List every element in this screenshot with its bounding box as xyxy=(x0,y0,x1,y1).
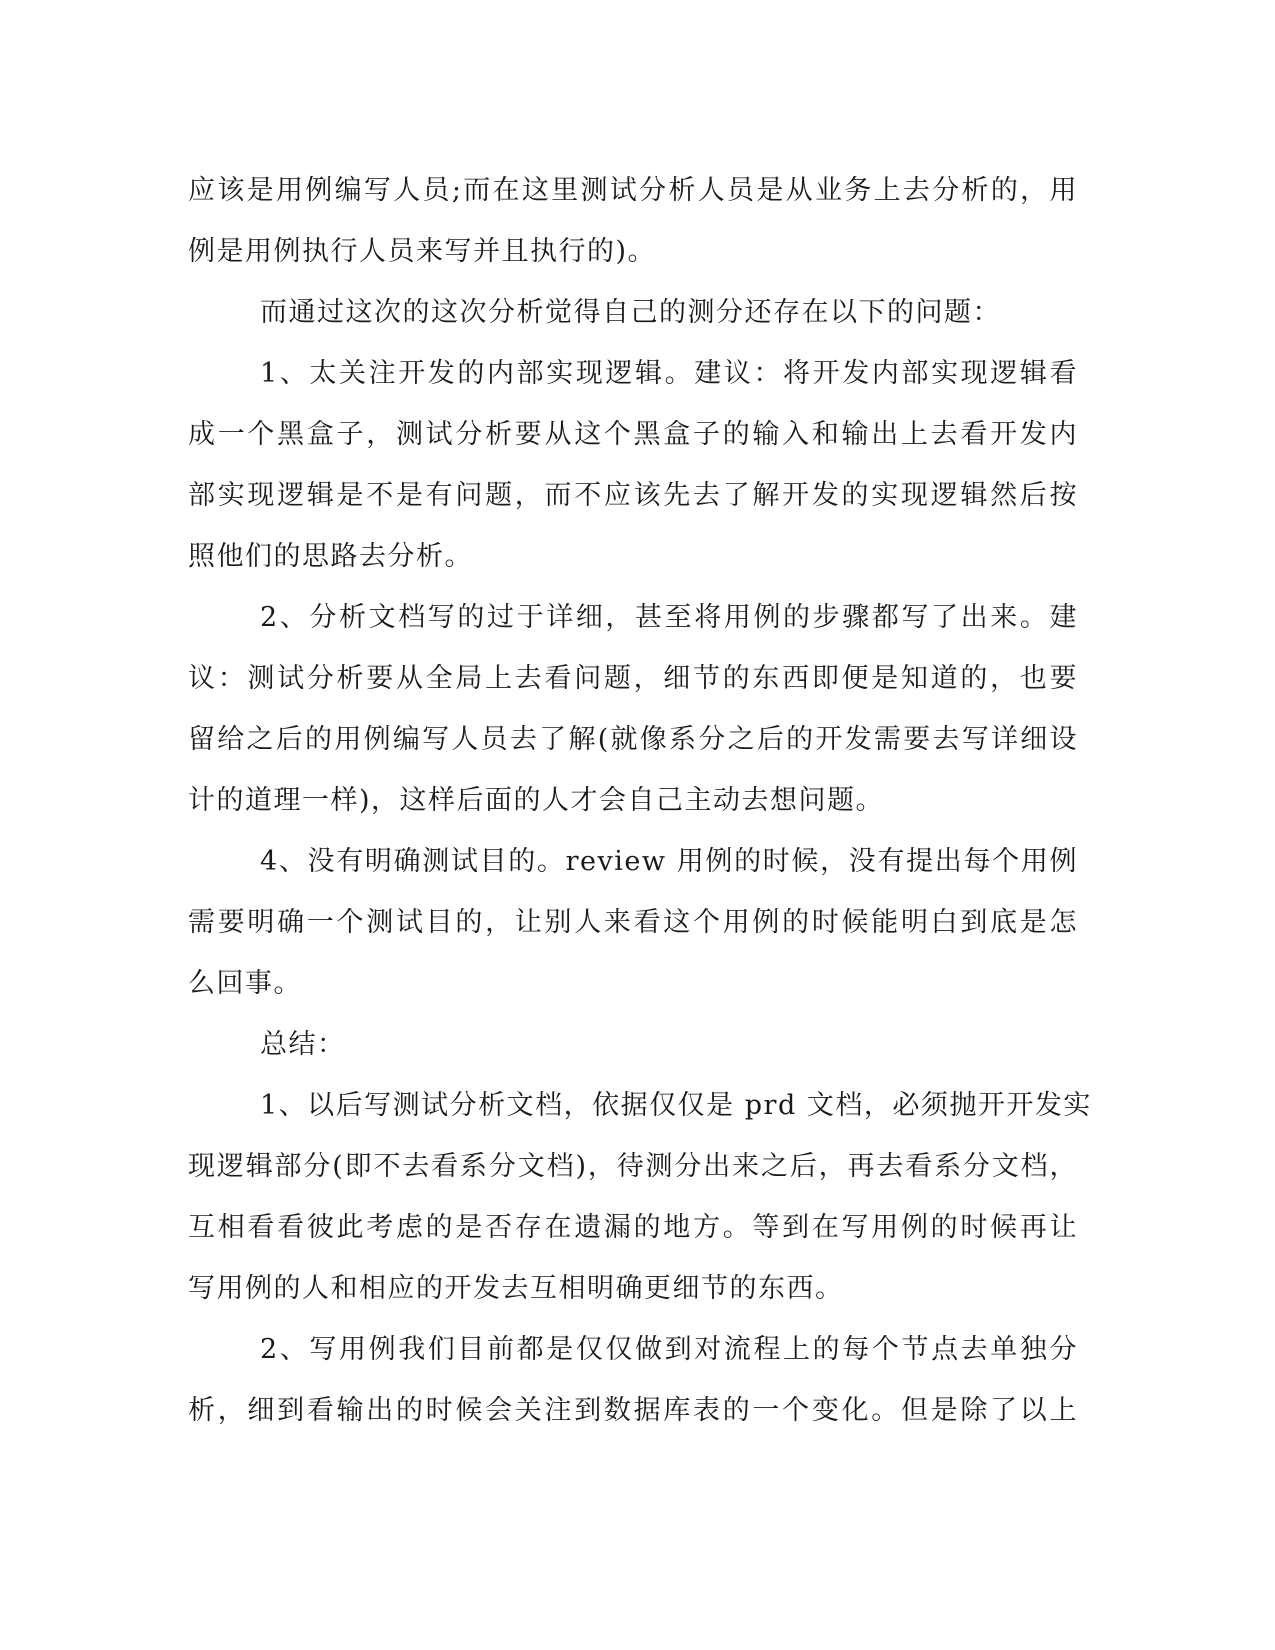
text-line: 部实现逻辑是不是有问题，而不应该先去了解开发的实现逻辑然后按 xyxy=(188,480,1078,511)
text-line: 应该是用例编写人员;而在这里测试分析人员是从业务上去分析的，用 xyxy=(188,175,1078,206)
text-line: 计的道理一样)，这样后面的人才会自己主动去想问题。 xyxy=(188,785,885,816)
text-line: 析，细到看输出的时候会关注到数据库表的一个变化。但是除了以上 xyxy=(188,1395,1078,1426)
text-line: 互相看看彼此考虑的是否存在遗漏的地方。等到在写用例的时候再让 xyxy=(188,1212,1078,1243)
text-line: 1、以后写测试分析文档，依据仅仅是 prd 文档，必须抛开开发实 xyxy=(260,1090,1092,1121)
document-body xyxy=(188,160,1092,1441)
text-line: 而通过这次的这次分析觉得自己的测分还存在以下的问题： xyxy=(260,297,1001,328)
text-line: 1、太关注开发的内部实现逻辑。建议：将开发内部实现逻辑看 xyxy=(260,358,1078,389)
text-line: 议：测试分析要从全局上去看问题，细节的东西即便是知道的，也要 xyxy=(188,663,1078,694)
text-line: 需要明确一个测试目的，让别人来看这个用例的时候能明白到底是怎 xyxy=(188,907,1078,938)
text-line: 照他们的思路去分析。 xyxy=(188,541,473,572)
text-line: 么回事。 xyxy=(188,968,302,999)
text-line: 留给之后的用例编写人员去了解(就像系分之后的开发需要去写详细设 xyxy=(188,724,1078,755)
text-line: 总结： xyxy=(260,1029,346,1060)
text-line: 写用例的人和相应的开发去互相明确更细节的东西。 xyxy=(188,1273,844,1304)
text-line: 例是用例执行人员来写并且执行的)。 xyxy=(188,236,657,267)
text-line: 成一个黑盒子，测试分析要从这个黑盒子的输入和输出上去看开发内 xyxy=(188,419,1078,450)
text-line: 4、没有明确测试目的。review 用例的时候，没有提出每个用例 xyxy=(260,846,1078,877)
text-line: 2、分析文档写的过于详细，甚至将用例的步骤都写了出来。建 xyxy=(260,602,1078,633)
text-line: 现逻辑部分(即不去看系分文档)，待测分出来之后，再去看系分文档， xyxy=(188,1151,1078,1182)
text-line: 2、写用例我们目前都是仅仅做到对流程上的每个节点去单独分 xyxy=(260,1334,1078,1365)
